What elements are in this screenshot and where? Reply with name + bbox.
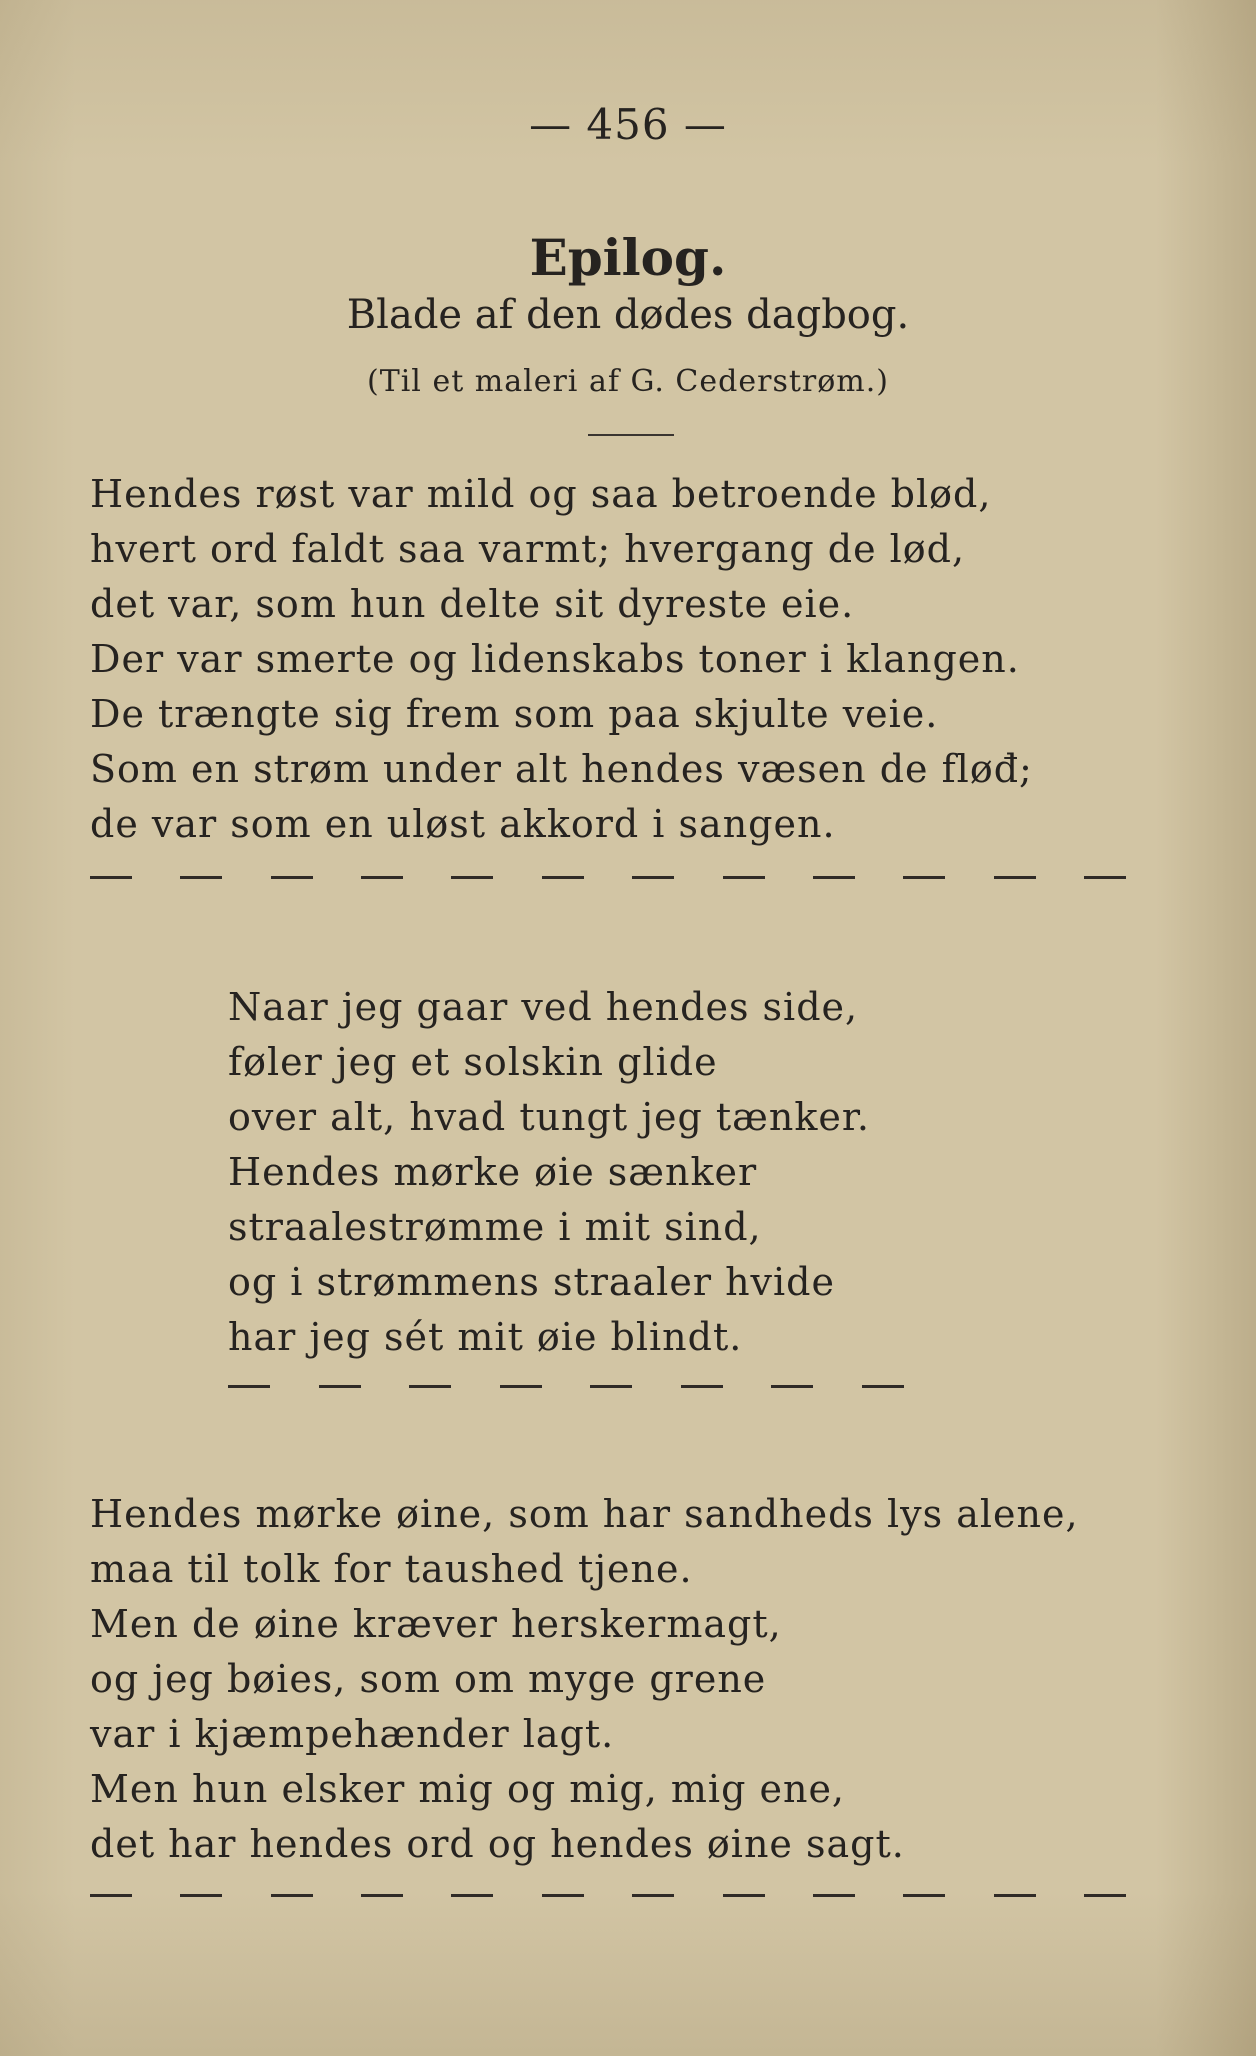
dash-separator [90,875,1126,879]
verse-line: føler jeg et solskin glide [228,1040,718,1084]
stanza-2 [228,980,870,1365]
verse-line: Hendes mørke øine, som har sandheds lys alene, [90,1492,1079,1536]
verse-line: Hendes mørke øie sænker [228,1150,758,1194]
verse-line: Men de øine kræver herskermagt, [90,1602,782,1646]
poem-title: Epilog. [529,228,727,287]
page-number: — 456 — [529,100,727,149]
dedication-note: (Til et maleri af G. Cederstrøm.) [367,364,889,399]
verse-line: Hendes røst var mild og saa betroende blød, [90,472,992,516]
title-divider [588,434,674,436]
poem-subtitle: Blade af den dødes dagbog. [346,292,910,338]
verse-line: Som en strøm under alt hendes væsen de fløđ; [90,747,1033,791]
verse-line: Naar jeg gaar ved hendes side, [228,985,859,1029]
verse-line: og jeg bøies, som om myge grene [90,1657,767,1701]
verse-line: hvert ord faldt saa varmt; hvergang de lød, [90,527,966,571]
dash-separator [90,1893,1126,1897]
stanza-3 [90,1487,1079,1872]
verse-line: og i strømmens straaler hvide [228,1260,835,1304]
verse-line: over alt, hvad tungt jeg tænker. [228,1095,870,1139]
verse-line: de var som en uløst akkord i sangen. [90,802,836,846]
verse-line: maa til tolk for taushed tjene. [90,1547,693,1591]
stanza-1 [90,467,1033,852]
verse-line: det har hendes ord og hendes øine sagt. [90,1822,905,1866]
verse-line: straalestrømme i mit sind, [228,1205,762,1249]
verse-line: det var, som hun delte sit dyreste eie. [90,582,855,626]
verse-line: var i kjæmpehænder lagt. [90,1712,615,1756]
verse-line: De trængte sig frem som paa skjulte veie. [90,692,939,736]
verse-line: har jeg sét mit øie blindt. [228,1315,743,1359]
dash-separator [228,1384,904,1388]
verse-line: Der var smerte og lidenskabs toner i klangen. [90,637,1020,681]
verse-line: Men hun elsker mig og mig, mig ene, [90,1767,846,1811]
